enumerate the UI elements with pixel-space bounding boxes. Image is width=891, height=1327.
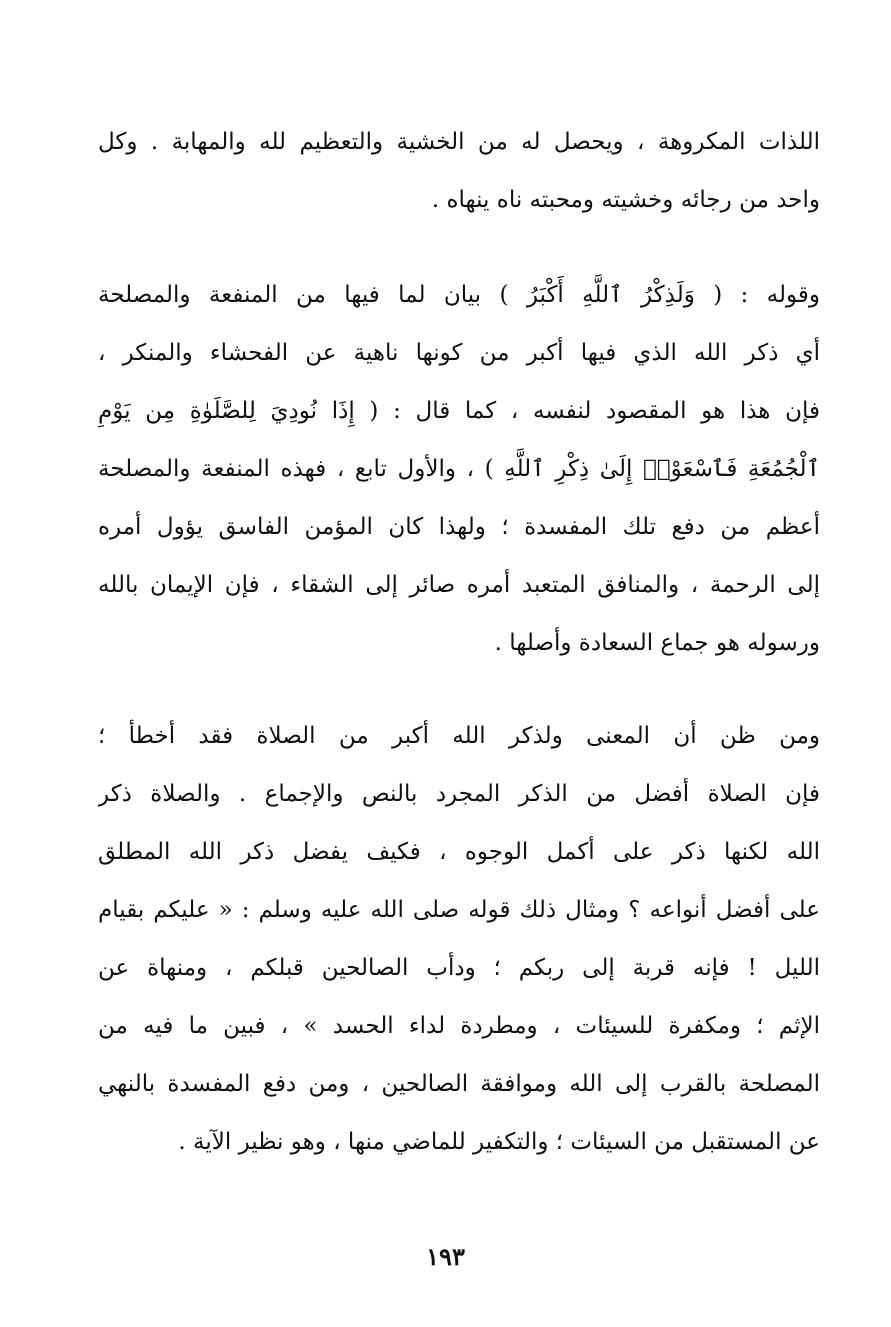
text-line: عن المستقبل من السيئات ؛ والتكفير للماضي منها ، وهو نظير الآية .: [178, 1129, 820, 1155]
text-line: الإثم ؛ ومكفرة للسيئات ، ومطردة لداء الحسد » ، فبين ما فيه من: [98, 1013, 820, 1039]
text-line: إلى الرحمة ، والمنافق المتعبد أمره صائر إلى الشقاء ، فإن الإيمان بالله: [98, 572, 820, 598]
text-line: أعظم من دفع تلك المفسدة ؛ ولهذا كان المؤمن الفاسق يؤول أمره: [98, 514, 820, 540]
page-number: ١٩٣: [426, 1242, 465, 1271]
text-line: وقوله : ( وَلَذِكْرُ ٱللَّهِ أَكْبَرُ ) بيان لما فيها من المنفعة والمصلحة: [98, 282, 820, 308]
text-line: أي ذكر الله الذي فيها أكبر من كونها ناهية عن الفحشاء والمنكر ،: [98, 340, 820, 366]
text-line: على أفضل أنواعه ؟ ومثال ذلك قوله صلى الله عليه وسلم : « عليكم بقيام: [98, 897, 820, 923]
text-line: ٱلْجُمُعَةِ فَٱسْعَوْا۟ إِلَىٰ ذِكْرِ ٱللَّهِ ) ، والأول تابع ، فهذه المنفعة والمصلحة: [98, 456, 820, 482]
text-line: المصلحة بالقرب إلى الله وموافقة الصالحين ، ومن دفع المفسدة بالنهي: [98, 1071, 820, 1097]
text-line: ورسوله هو جماع السعادة وأصلها .: [494, 630, 820, 656]
text-line: فإن هذا هو المقصود لنفسه ، كما قال : ( إِذَا نُودِيَ لِلصَّلَوٰةِ مِن يَوْمِ: [98, 398, 820, 424]
text-line: الليل ! فإنه قربة إلى ربكم ؛ ودأب الصالحين قبلكم ، ومنهاة عن: [98, 955, 820, 981]
text-line: الله لكنها ذكر على أكمل الوجوه ، فكيف يفضل ذكر الله المطلق: [98, 839, 820, 865]
paragraph-1: [98, 113, 820, 229]
text-line: فإن الصلاة أفضل من الذكر المجرد بالنص والإجماع . والصلاة ذكر: [98, 781, 820, 807]
paragraph-2: [98, 266, 820, 672]
text-line: واحد من رجائه وخشيته ومحبته ناه ينهاه .: [431, 187, 820, 213]
text-line: ومن ظن أن المعنى ولذكر الله أكبر من الصلاة فقد أخطأ ؛: [98, 723, 820, 749]
text-line: اللذات المكروهة ، ويحصل له من الخشية والتعظيم لله والمهابة . وكل: [98, 129, 820, 155]
paragraph-3: [98, 707, 820, 1171]
